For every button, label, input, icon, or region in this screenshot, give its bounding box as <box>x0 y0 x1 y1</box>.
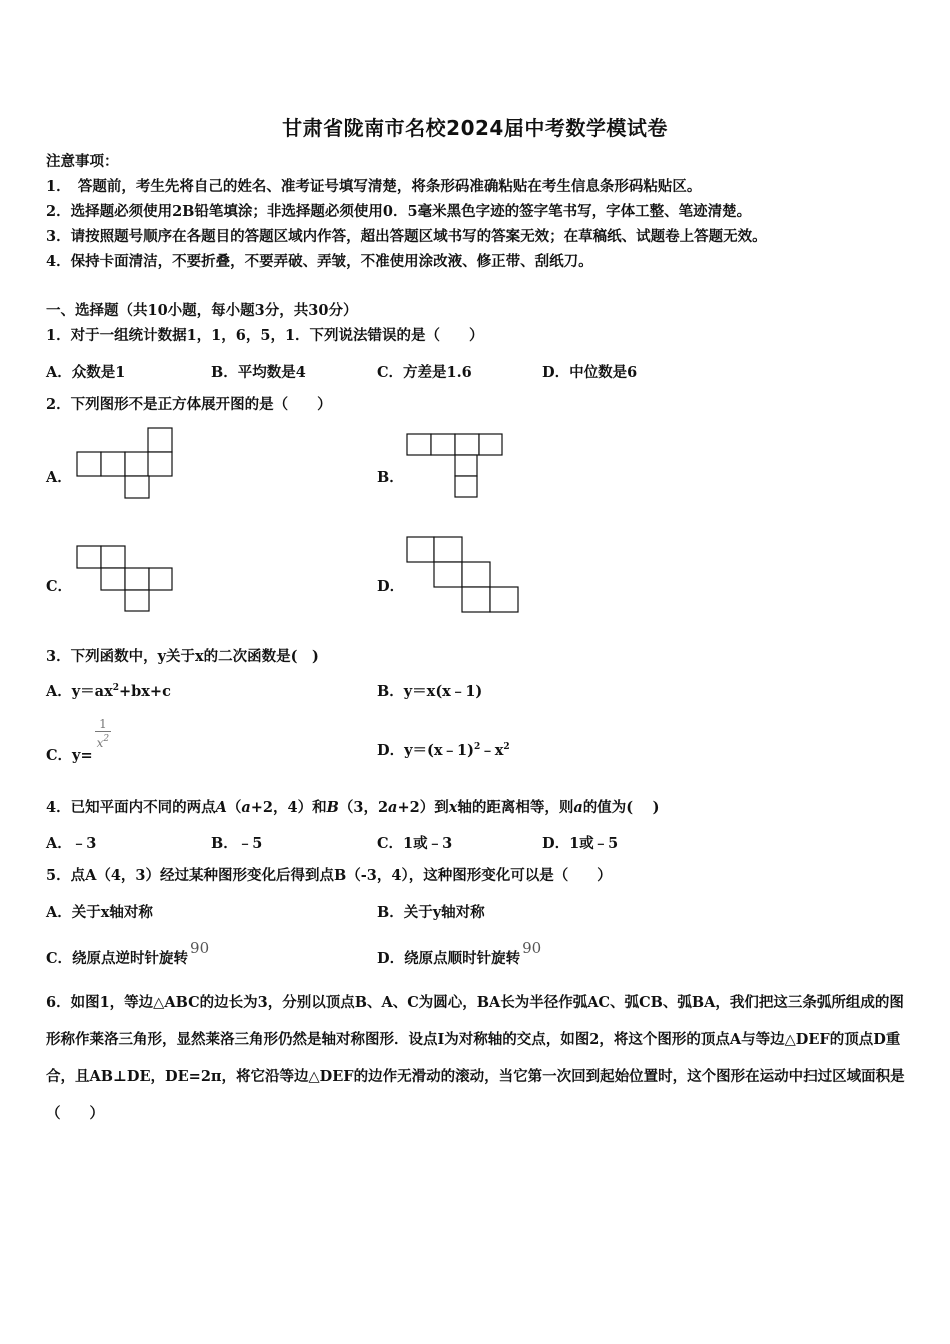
q4-option-b: B．﹣5 <box>211 835 263 852</box>
question-3-stem: 3．下列函数中，y关于x的二次函数是( ) <box>46 648 319 665</box>
q2-option-a: A． <box>46 469 72 486</box>
notice-item: 2．选择题必须使用2B铅笔填涂；非选择题必须使用0．5毫米黑色字迹的签字笔书写，字体工整、笔迹清楚。 <box>46 203 752 220</box>
q1-option-c: C．方差是1.6 <box>377 364 472 381</box>
notice-item: 4．保持卡面清洁，不要折叠，不要弄破、弄皱，不准使用涂改液、修正带、刮纸刀。 <box>46 253 593 270</box>
question-6-stem: 6．如图1，等边△ABC的边长为3，分别以顶点B、A、C为圆心，BA长为半径作弧AC、弧CB、弧BA，我们把这三条弧所组成的图形称作莱洛三角形，显然莱洛三角形仍然是轴对称图形．设点I为对称轴的交点，如图2，将这个图形的顶点A与等边△DEF的顶点D重合，且AB⊥DE，DE=2π，将它沿等边△DEF的边作无滑动的滚动，当它第一次回到起始位置时，这个图形在运动中扫过区域面积是（ ） <box>46 994 905 1122</box>
q5-option-d: D．绕原点顺时针旋转90 <box>377 939 542 967</box>
notice-item: 3．请按照题号顺序在各题目的答题区域内作答，超出答题区域书写的答案无效；在草稿纸、试题卷上答题无效。 <box>46 228 767 245</box>
notice-heading: 注意事项： <box>46 153 119 170</box>
q3-option-c: C．y= $\frac{1}{x^2}$ <box>46 717 110 764</box>
q4-option-d: D．1或﹣5 <box>542 835 619 852</box>
question-4-stem: 4．已知平面内不同的两点A（a+2，4）和B（3，2a+2）到x轴的距离相等，则a的值为( ) <box>46 799 660 816</box>
cube-net-d-figure <box>406 536 520 614</box>
cube-net-a-figure <box>76 427 176 499</box>
q5-option-a: A．关于x轴对称 <box>46 904 153 921</box>
q1-option-a: A．众数是1 <box>46 364 126 381</box>
question-1-stem: 1．对于一组统计数据1，1，6，5，1．下列说法错误的是（ ） <box>46 327 484 344</box>
section-heading: 一、选择题（共10小题，每小题3分，共30分） <box>46 302 358 319</box>
q1-option-b: B．平均数是4 <box>211 364 306 381</box>
q2-option-c: C． <box>46 578 73 595</box>
q4-option-c: C．1或﹣3 <box>377 835 453 852</box>
q3-option-a: A．$y=ax^2+bx+c$ <box>46 683 171 700</box>
q5-option-c: C．绕原点逆时针旋转90 <box>46 939 210 967</box>
fraction: $\frac{1}{x^2}$ <box>96 717 110 750</box>
cube-net-c-figure <box>76 545 174 613</box>
q2-option-b: B． <box>377 469 404 486</box>
question-5-stem: 5．点A（4，3）经过某种图形变化后得到点B（-3，4），这种图形变化可以是（ ） <box>46 867 612 884</box>
page-title: 甘肃省陇南市名校2024届中考数学模试卷 <box>282 116 668 140</box>
question-2-stem: 2．下列图形不是正方体展开图的是（ ） <box>46 396 332 413</box>
q2-option-d: D． <box>377 578 405 595</box>
notice-item: 1． 答题前，考生先将自己的姓名、准考证号填写清楚，将条形码准确粘贴在考生信息条形码粘贴区。 <box>46 178 702 195</box>
q3-option-d: D．$y=(x﹣1)^2﹣x^2$ <box>377 742 510 759</box>
q3-option-b: B．y＝x(x﹣1) <box>377 683 483 700</box>
cube-net-b-figure <box>406 433 504 499</box>
q4-option-a: A．﹣3 <box>46 835 97 852</box>
q1-option-d: D．中位数是6 <box>542 364 638 381</box>
q5-option-b: B．关于y轴对称 <box>377 904 485 921</box>
